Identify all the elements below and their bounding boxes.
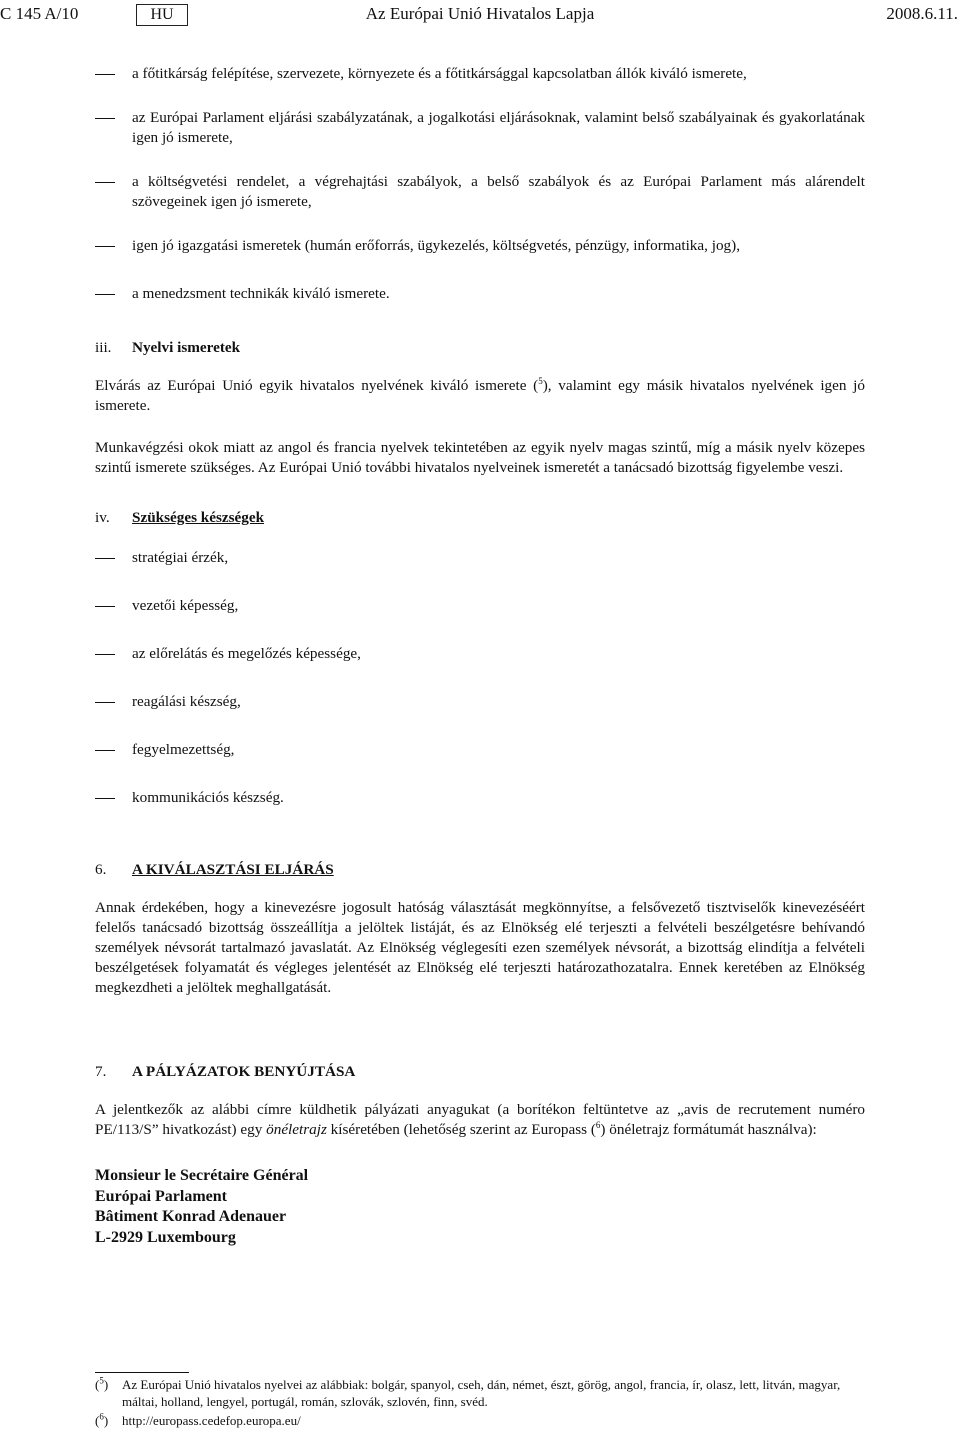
- list-item: az előrelátás és megelőzés képessége,: [132, 645, 361, 662]
- page-header: [0, 4, 960, 28]
- europass-link[interactable]: http://europass.cedefop.europa.eu/: [122, 1413, 301, 1428]
- address-line: Monsieur le Secrétaire Général: [95, 1167, 309, 1184]
- address-line: Európai Parlament: [95, 1187, 227, 1205]
- document-body: [95, 64, 865, 1248]
- footnote: ($^5$) Az Európai Unió hivatalos nyelvei az alábbiak: bolgár, spanyol, cseh, dán, német, észt, görög, angol, francia, ír, olasz, lett, litván, magyar, máltai, holland, lengyel, portugál, román, szlovák, szlovén, finn, svéd.: [95, 1375, 841, 1409]
- paragraph-language-requirement: Elvárás az Európai Unió egyik hivatalos nyelvének kiváló ismerete ($^5$), valamint egy másik hivatalos nyelvének igen jó ismerete.: [95, 375, 865, 414]
- journal-reference: C 145 A/10: [0, 4, 79, 23]
- footnote: ($^6$) http://europass.cedefop.europa.eu/: [95, 1411, 301, 1428]
- list-item: reagálási készség,: [132, 693, 241, 710]
- paragraph-language-detail: Munkavégzési okok miatt az angol és francia nyelvek tekintetében az egyik nyelv magas szintű, míg a másik nyelv közepes szintű ismerete szükséges. Az Európai Unió további hivatalos nyelveinek ismeretét a tanácsadó bizottság figyelembe veszi.: [95, 439, 865, 476]
- paragraph-selection-procedure: Annak érdekében, hogy a kinevezésre jogosult hatóság választását megkönnyítse, a felsővezető tisztviselők kinevezéséért felelős tanácsadó bizottság összeállítja a jelöltek listáját, és az Elnökség elé terjeszti a felvételi beszélgetésre behívandó személyek névsorát tartalmazó javaslatát. Az Elnökség véglegesíti ezen személyek névsorát, a bizottság elindítja a felvételi beszélgetések folyamatát és végleges jelentését az Elnökség elé terjeszti határozathozatalra. Ennek keretében az Elnökség megkezdheti a jelöltek meghallgatását.: [95, 899, 865, 996]
- language-box: HU: [136, 4, 188, 26]
- section-heading-6: 6. A KIVÁLASZTÁSI ELJÁRÁS: [95, 861, 334, 878]
- address-line: L-2929 Luxembourg: [95, 1228, 236, 1246]
- list-item: fegyelmezettség,: [132, 741, 235, 758]
- list-item: stratégiai érzék,: [132, 549, 229, 566]
- list-item: a költségvetési rendelet, a végrehajtási szabályok, a belső szabályok és az Európai Parlament más alárendelt szövegeinek igen jó ismerete,: [132, 173, 865, 210]
- address-line: Bâtiment Konrad Adenauer: [95, 1208, 287, 1225]
- footnote-ref[interactable]: 5: [538, 375, 543, 386]
- list-item: a főtitkárság felépítése, szervezete, környezete és a főtitkársággal kapcsolatban állók kiváló ismerete,: [132, 65, 747, 82]
- list-item: az Európai Parlament eljárási szabályzatának, a jogalkotási eljárásoknak, valamint belső szabályainak és gyakorlatának igen jó ismerete,: [132, 109, 865, 146]
- section-heading-iv: iv. Szükséges készségek: [95, 509, 265, 526]
- journal-title: Az Európai Unió Hivatalos Lapja: [365, 4, 595, 23]
- footnote-ref[interactable]: 6: [595, 1119, 601, 1130]
- postal-address: [95, 1166, 865, 1248]
- footnotes: [95, 1374, 865, 1429]
- section-heading-7: 7. A PÁLYÁZATOK BENYÚJTÁSA: [95, 1063, 356, 1080]
- section-heading-iii: iii. Nyelvi ismeretek: [95, 339, 241, 356]
- footnote-divider: [95, 1372, 189, 1373]
- list-item: igen jó igazgatási ismeretek (humán erőforrás, ügykezelés, költségvetés, pénzügy, informatika, jog),: [132, 237, 740, 254]
- list-item: a menedzsment technikák kiváló ismerete.: [132, 285, 390, 302]
- list-item: kommunikációs készség.: [132, 789, 284, 806]
- list-item: vezetői képesség,: [132, 597, 239, 614]
- publication-date: 2008.6.11.: [886, 4, 958, 23]
- paragraph-application-submission: A jelentkezők az alábbi címre küldhetik pályázati anyagukat (a borítékon feltüntetve az „avis de recrutement numéro PE/113/S” hivatkozást) egy önéletrajz kíséretében (lehetőség szerint az Europass ($^6$) önéletrajz formátumát használva):: [95, 1101, 865, 1138]
